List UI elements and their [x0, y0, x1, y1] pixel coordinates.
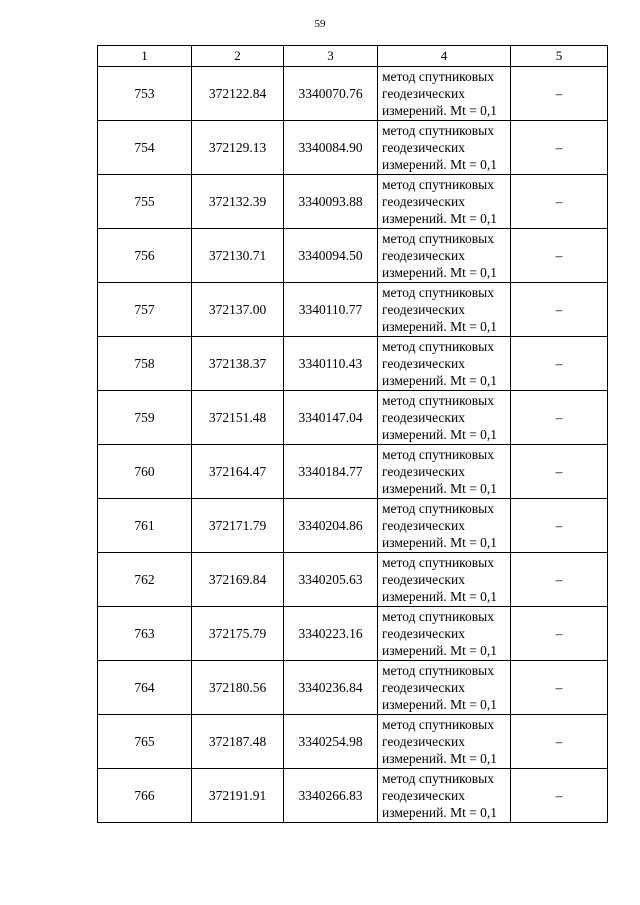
method-line-2: геодезических	[382, 518, 465, 533]
y-coordinate-cell: 3340223.16	[284, 607, 378, 661]
note-cell: –	[511, 553, 608, 607]
table-body	[98, 67, 608, 823]
method-line-1: метод спутниковых	[382, 501, 494, 516]
point-number-cell: 764	[98, 661, 192, 715]
x-coordinate-cell: 372132.39	[192, 175, 284, 229]
point-number-cell: 755	[98, 175, 192, 229]
y-coordinate-cell: 3340093.88	[284, 175, 378, 229]
method-cell	[378, 121, 511, 175]
y-coordinate-cell: 3340236.84	[284, 661, 378, 715]
method-line-1: метод спутниковых	[382, 447, 494, 462]
point-number-cell: 757	[98, 283, 192, 337]
point-number-cell: 766	[98, 769, 192, 823]
method-line-3: измерений. Mt = 0,1	[382, 103, 498, 118]
method-line-1: метод спутниковых	[382, 555, 494, 570]
x-coordinate-cell: 372175.79	[192, 607, 284, 661]
point-number-cell: 761	[98, 499, 192, 553]
table-row	[98, 175, 608, 229]
method-line-1: метод спутниковых	[382, 393, 494, 408]
y-coordinate-cell: 3340110.43	[284, 337, 378, 391]
method-line-3: измерений. Mt = 0,1	[382, 265, 498, 280]
note-cell: –	[511, 607, 608, 661]
table-row	[98, 229, 608, 283]
note-cell: –	[511, 769, 608, 823]
note-cell: –	[511, 337, 608, 391]
y-coordinate-cell: 3340084.90	[284, 121, 378, 175]
table-header-row	[98, 46, 608, 67]
method-cell	[378, 499, 511, 553]
method-line-1: метод спутниковых	[382, 771, 494, 786]
x-coordinate-cell: 372130.71	[192, 229, 284, 283]
note-cell: –	[511, 445, 608, 499]
table-row	[98, 391, 608, 445]
method-line-3: измерений. Mt = 0,1	[382, 211, 498, 226]
method-cell	[378, 283, 511, 337]
method-line-2: геодезических	[382, 86, 465, 101]
x-coordinate-cell: 372151.48	[192, 391, 284, 445]
y-coordinate-cell: 3340110.77	[284, 283, 378, 337]
table-row	[98, 607, 608, 661]
method-cell	[378, 229, 511, 283]
point-number-cell: 759	[98, 391, 192, 445]
method-cell	[378, 445, 511, 499]
method-line-3: измерений. Mt = 0,1	[382, 481, 498, 496]
method-line-2: геодезических	[382, 410, 465, 425]
x-coordinate-cell: 372180.56	[192, 661, 284, 715]
method-line-3: измерений. Mt = 0,1	[382, 589, 498, 604]
method-line-2: геодезических	[382, 680, 465, 695]
x-coordinate-cell: 372171.79	[192, 499, 284, 553]
point-number-cell: 753	[98, 67, 192, 121]
x-coordinate-cell: 372137.00	[192, 283, 284, 337]
y-coordinate-cell: 3340254.98	[284, 715, 378, 769]
note-cell: –	[511, 715, 608, 769]
point-number-cell: 763	[98, 607, 192, 661]
method-cell	[378, 715, 511, 769]
method-cell	[378, 607, 511, 661]
note-cell: –	[511, 283, 608, 337]
table-row	[98, 67, 608, 121]
method-line-2: геодезических	[382, 356, 465, 371]
column-header-2: 2	[192, 46, 284, 67]
point-number-cell: 756	[98, 229, 192, 283]
table-row	[98, 499, 608, 553]
method-line-3: измерений. Mt = 0,1	[382, 427, 498, 442]
page-number: 59	[314, 18, 326, 30]
method-line-3: измерений. Mt = 0,1	[382, 805, 498, 820]
method-line-1: метод спутниковых	[382, 717, 494, 732]
column-header-1: 1	[98, 46, 192, 67]
method-cell	[378, 67, 511, 121]
note-cell: –	[511, 391, 608, 445]
x-coordinate-cell: 372122.84	[192, 67, 284, 121]
note-cell: –	[511, 661, 608, 715]
point-number-cell: 754	[98, 121, 192, 175]
y-coordinate-cell: 3340204.86	[284, 499, 378, 553]
method-line-2: геодезических	[382, 788, 465, 803]
table-row	[98, 715, 608, 769]
point-number-cell: 760	[98, 445, 192, 499]
method-line-2: геодезических	[382, 626, 465, 641]
y-coordinate-cell: 3340266.83	[284, 769, 378, 823]
method-line-1: метод спутниковых	[382, 663, 494, 678]
method-line-1: метод спутниковых	[382, 69, 494, 84]
method-line-3: измерений. Mt = 0,1	[382, 319, 498, 334]
method-cell	[378, 769, 511, 823]
method-line-3: измерений. Mt = 0,1	[382, 157, 498, 172]
method-cell	[378, 661, 511, 715]
note-cell: –	[511, 121, 608, 175]
method-line-2: геодезических	[382, 734, 465, 749]
x-coordinate-cell: 372187.48	[192, 715, 284, 769]
table-row	[98, 121, 608, 175]
table-row	[98, 661, 608, 715]
y-coordinate-cell: 3340147.04	[284, 391, 378, 445]
column-header-5: 5	[511, 46, 608, 67]
table-row	[98, 553, 608, 607]
method-line-3: измерений. Mt = 0,1	[382, 535, 498, 550]
coordinates-table	[97, 45, 608, 823]
method-line-1: метод спутниковых	[382, 123, 494, 138]
point-number-cell: 765	[98, 715, 192, 769]
method-line-3: измерений. Mt = 0,1	[382, 373, 498, 388]
method-line-2: геодезических	[382, 464, 465, 479]
method-cell	[378, 337, 511, 391]
y-coordinate-cell: 3340205.63	[284, 553, 378, 607]
x-coordinate-cell: 372164.47	[192, 445, 284, 499]
method-line-3: измерений. Mt = 0,1	[382, 751, 498, 766]
x-coordinate-cell: 372129.13	[192, 121, 284, 175]
method-cell	[378, 175, 511, 229]
note-cell: –	[511, 229, 608, 283]
x-coordinate-cell: 372138.37	[192, 337, 284, 391]
method-line-1: метод спутниковых	[382, 231, 494, 246]
point-number-cell: 762	[98, 553, 192, 607]
method-line-2: геодезических	[382, 302, 465, 317]
method-cell	[378, 553, 511, 607]
method-line-3: измерений. Mt = 0,1	[382, 697, 498, 712]
table-row	[98, 769, 608, 823]
method-line-1: метод спутниковых	[382, 177, 494, 192]
table-row	[98, 445, 608, 499]
note-cell: –	[511, 67, 608, 121]
y-coordinate-cell: 3340094.50	[284, 229, 378, 283]
column-header-4: 4	[378, 46, 511, 67]
table-row	[98, 283, 608, 337]
method-line-1: метод спутниковых	[382, 339, 494, 354]
method-line-2: геодезических	[382, 140, 465, 155]
method-cell	[378, 391, 511, 445]
note-cell: –	[511, 499, 608, 553]
method-line-1: метод спутниковых	[382, 609, 494, 624]
y-coordinate-cell: 3340070.76	[284, 67, 378, 121]
table-row	[98, 337, 608, 391]
point-number-cell: 758	[98, 337, 192, 391]
method-line-2: геодезических	[382, 194, 465, 209]
x-coordinate-cell: 372191.91	[192, 769, 284, 823]
method-line-3: измерений. Mt = 0,1	[382, 643, 498, 658]
method-line-1: метод спутниковых	[382, 285, 494, 300]
note-cell: –	[511, 175, 608, 229]
method-line-2: геодезических	[382, 248, 465, 263]
x-coordinate-cell: 372169.84	[192, 553, 284, 607]
column-header-3: 3	[284, 46, 378, 67]
method-line-2: геодезических	[382, 572, 465, 587]
y-coordinate-cell: 3340184.77	[284, 445, 378, 499]
